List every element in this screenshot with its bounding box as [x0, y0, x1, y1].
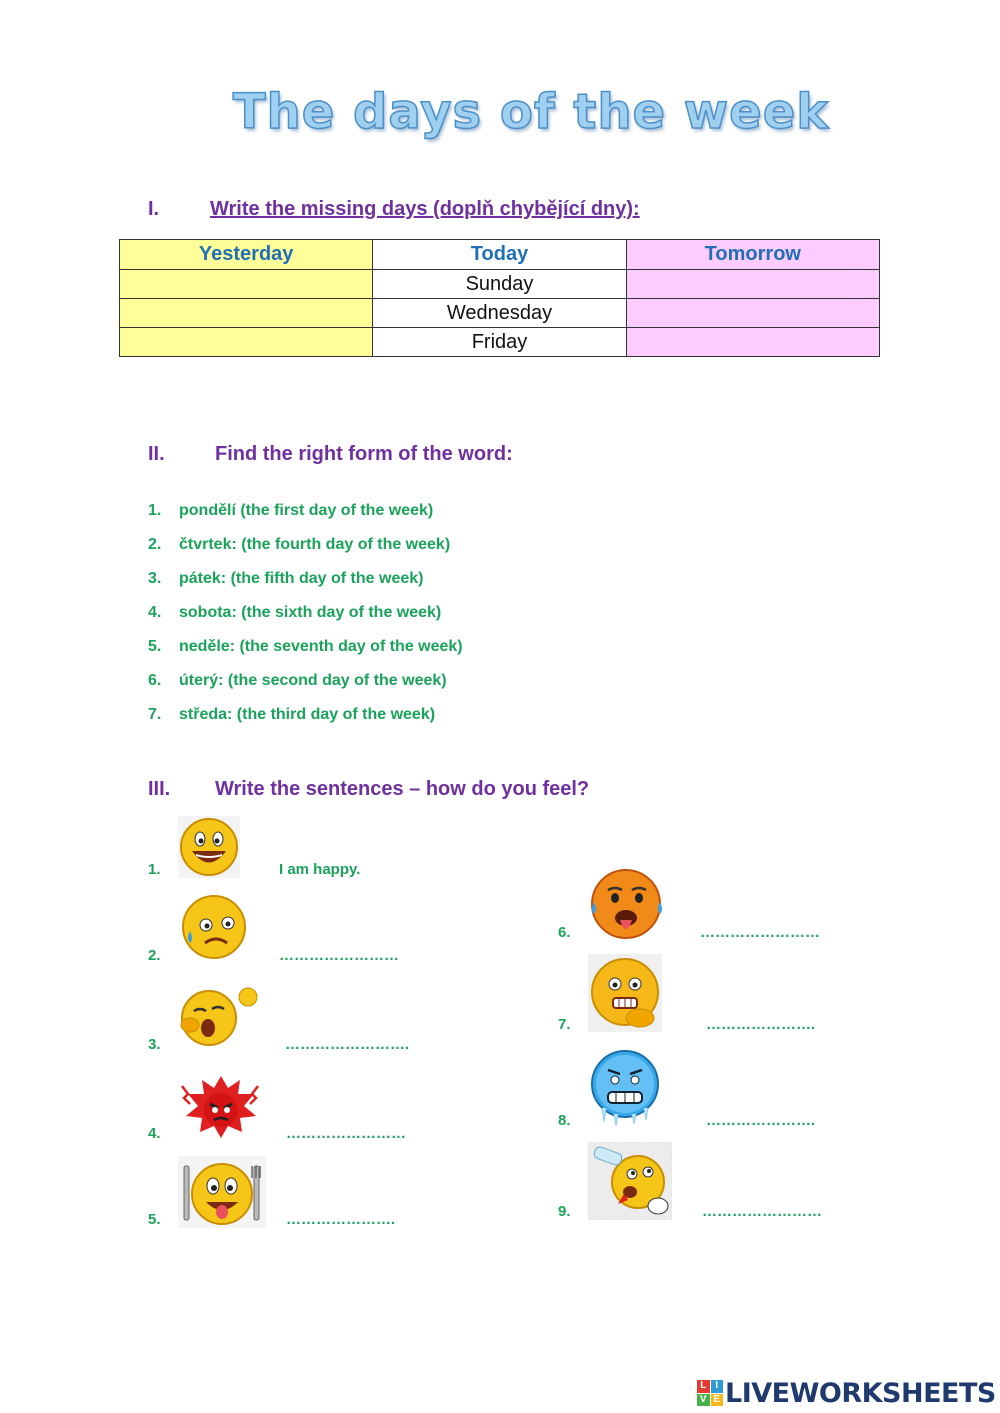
page-title: The days of the week: [232, 84, 830, 140]
list-item-text: pondělí (the first day of the week): [179, 502, 434, 519]
feeling-number-3: 3.: [148, 1036, 161, 1053]
liveworksheets-logo-mark-icon: L I V E: [697, 1380, 723, 1406]
list-item-text: čtvrtek: (the fourth day of the week): [179, 536, 451, 553]
scared-face-icon: [588, 954, 662, 1032]
list-item: [148, 672, 463, 706]
answer-field-5[interactable]: ………………….: [286, 1211, 396, 1228]
liveworksheets-logo-text: LIVEWORKSHEETS: [725, 1377, 996, 1409]
answer-field-1[interactable]: I am happy.: [279, 861, 361, 878]
list-item-number: 4.: [148, 604, 162, 621]
feeling-number-4: 4.: [148, 1125, 161, 1142]
list-item: [148, 536, 463, 570]
header-tomorrow: Tomorrow: [626, 240, 879, 270]
hungry-face-icon: [178, 1156, 266, 1228]
section-2-number: II.: [148, 443, 165, 465]
days-table: [119, 239, 880, 357]
answer-field-4[interactable]: ……………………: [286, 1125, 406, 1142]
answer-field-8[interactable]: ………………….: [706, 1112, 816, 1129]
list-item-number: 5.: [148, 638, 162, 655]
list-item-text: sobota: (the sixth day of the week): [179, 604, 442, 621]
section-1-heading: [148, 198, 640, 221]
thirsty-face-icon: [588, 1142, 672, 1220]
feeling-number-5: 5.: [148, 1211, 161, 1228]
tomorrow-cell[interactable]: [626, 299, 879, 328]
feeling-number-9: 9.: [558, 1203, 571, 1220]
yesterday-cell[interactable]: [120, 270, 373, 299]
list-item: [148, 502, 463, 536]
list-item-number: 6.: [148, 672, 162, 689]
header-today: Today: [373, 240, 626, 270]
list-item-text: úterý: (the second day of the week): [179, 672, 447, 689]
table-row: [120, 270, 880, 299]
answer-field-6[interactable]: ……………………: [700, 924, 820, 941]
section-3-title: Write the sentences – how do you feel?: [215, 778, 590, 800]
feeling-number-8: 8.: [558, 1112, 571, 1129]
feeling-number-6: 6.: [558, 924, 571, 941]
list-item-number: 2.: [148, 536, 162, 553]
list-item: [148, 706, 463, 740]
list-item-number: 1.: [148, 502, 162, 519]
yesterday-cell[interactable]: [120, 328, 373, 357]
feeling-number-2: 2.: [148, 947, 161, 964]
angry-face-icon: [178, 1072, 264, 1140]
header-yesterday: Yesterday: [120, 240, 373, 270]
word-form-list: [148, 502, 463, 740]
list-item-text: neděle: (the seventh day of the week): [179, 638, 463, 655]
tomorrow-cell[interactable]: [626, 328, 879, 357]
list-item: [148, 638, 463, 672]
list-item: [148, 570, 463, 604]
table-header-row: [120, 240, 880, 270]
today-cell: Wednesday: [373, 299, 626, 328]
list-item-number: 3.: [148, 570, 162, 587]
table-row: [120, 299, 880, 328]
section-1-number: I.: [148, 198, 160, 220]
feeling-number-7: 7.: [558, 1016, 571, 1033]
section-2-title: Find the right form of the word:: [215, 443, 513, 465]
list-item-number: 7.: [148, 706, 162, 723]
today-cell: Friday: [373, 328, 626, 357]
answer-field-9[interactable]: ……………………: [702, 1203, 822, 1220]
cold-face-icon: [588, 1048, 662, 1126]
happy-face-icon: [178, 816, 240, 878]
list-item-text: středa: (the third day of the week): [179, 706, 436, 723]
answer-field-7[interactable]: ………………….: [706, 1016, 816, 1033]
section-2-heading: [148, 443, 513, 466]
tomorrow-cell[interactable]: [626, 270, 879, 299]
hot-face-icon: [588, 866, 668, 942]
today-cell: Sunday: [373, 270, 626, 299]
section-1-title: Write the missing days (doplň chybějící dny):: [210, 198, 640, 220]
section-3-number: III.: [148, 778, 171, 800]
sad-face-icon: [178, 893, 248, 963]
tired-face-icon: [178, 985, 262, 1047]
table-row: [120, 328, 880, 357]
answer-field-2[interactable]: ……………………: [279, 947, 399, 964]
feeling-number-1: 1.: [148, 861, 161, 878]
yesterday-cell[interactable]: [120, 299, 373, 328]
list-item-text: pátek: (the fifth day of the week): [179, 570, 424, 587]
list-item: [148, 604, 463, 638]
section-3-heading: [148, 778, 589, 801]
liveworksheets-logo: [697, 1376, 996, 1410]
answer-field-3[interactable]: …………………….: [285, 1036, 410, 1053]
